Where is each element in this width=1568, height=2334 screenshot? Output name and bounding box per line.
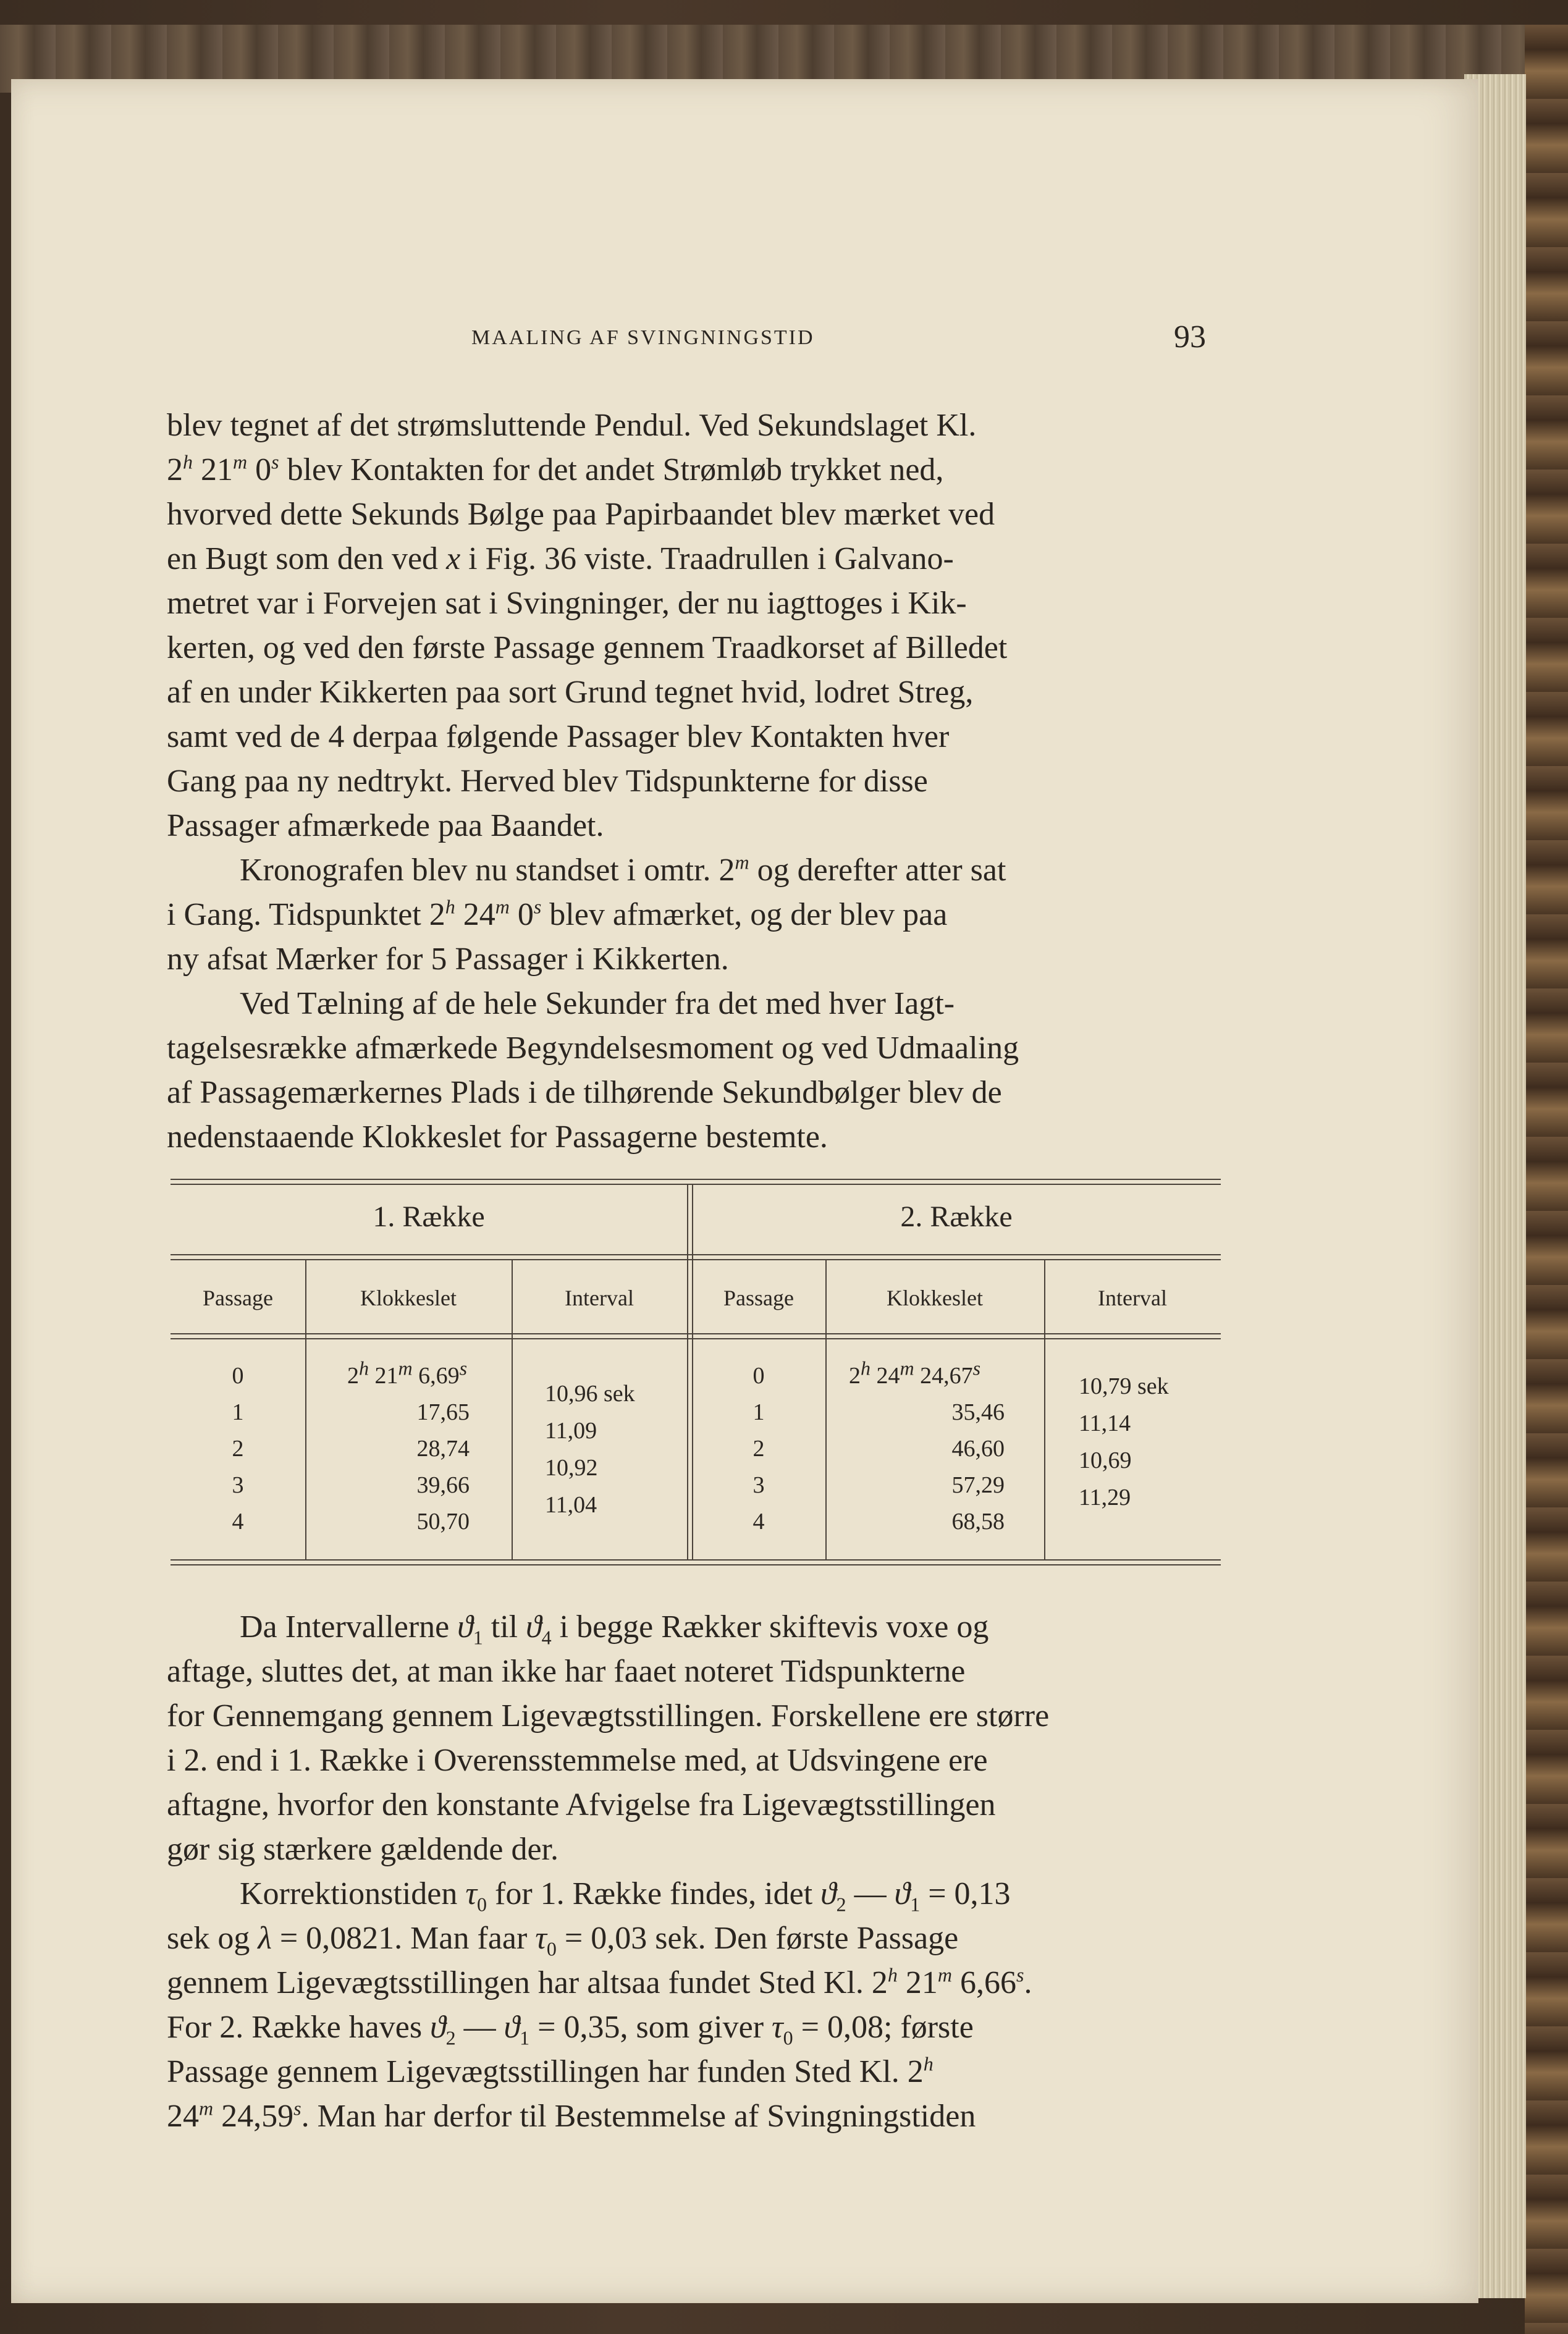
column-header-klokkeslet: Klokkeslet — [887, 1286, 983, 1310]
column-header-passage: Passage — [723, 1286, 794, 1310]
table-cell: 11,09 — [545, 1418, 597, 1444]
text-line: Ved Tælning af de hele Sekunder fra det med hver Iagt- — [240, 986, 955, 1021]
group-header-row-1: 1. Række — [373, 1200, 485, 1233]
table-cell: 0 — [232, 1363, 244, 1389]
text-line: aftagne, hvorfor den konstante Afvigelse fra Ligevægtsstillingen — [167, 1787, 996, 1822]
table-cell: 10,69 — [1079, 1447, 1132, 1473]
table-cell: 3 — [232, 1472, 244, 1498]
table-cell: 57,29 — [951, 1472, 1005, 1498]
klokkeslet-column-2 — [849, 1358, 1010, 1394]
table-cell: 11,29 — [1079, 1485, 1131, 1510]
text-line: gennem Ligevægtsstillingen har altsaa fundet Sted Kl. 2$^h$ 21$^m$ 6,66$^s$. — [167, 1963, 1032, 2000]
group-header-row-2: 2. Række — [900, 1200, 1013, 1233]
table-cell: 10,96 sek — [545, 1381, 635, 1407]
text-line: hvorved dette Sekunds Bølge paa Papirbaandet blev mærket ved — [167, 497, 995, 532]
text-line: 24$^m$ 24,59$^s$. Man har derfor til Bestemmelse af Svingningstiden — [167, 2097, 976, 2134]
table-cell: 2 — [752, 1436, 765, 1462]
text-line: 2$^h$ 21$^m$ 0$^s$ blev Kontakten for det andet Strømløb trykket ned, — [167, 450, 944, 487]
text-line: kerten, og ved den første Passage gennem Traadkorset af Billedet — [167, 630, 1008, 665]
table-cell: 3 — [752, 1472, 765, 1498]
column-header-passage: Passage — [203, 1286, 273, 1310]
page-number: 93 — [1174, 319, 1206, 355]
text-line: Korrektionstiden $\tau_0$ for 1. Række findes, idet $ϑ_2$ — $ϑ_1 = 0,13$ — [240, 1876, 1011, 1916]
table-cell: 4 — [232, 1509, 244, 1535]
column-header-interval: Interval — [565, 1286, 634, 1310]
table-cell: 1 — [752, 1399, 765, 1425]
table-cell: 4 — [752, 1509, 765, 1535]
text-line: Passage gennem Ligevægtsstillingen har funden Sted Kl. 2$^h$ — [167, 2052, 934, 2089]
text-line: af en under Kikkerten paa sort Grund tegnet hvid, lodret Streg, — [167, 675, 974, 710]
text-line: Da Intervallerne $ϑ_1$ til $ϑ_4$ i begge Rækker skiftevis voxe og — [240, 1609, 989, 1649]
table-cell: 1 — [232, 1399, 244, 1425]
table-cell: 10,79 sek — [1079, 1373, 1169, 1399]
text-line: samt ved de 4 derpaa følgende Passager blev Kontakten hver — [167, 719, 950, 754]
table-cell: 11,14 — [1079, 1410, 1131, 1436]
table-cell: 35,46 — [951, 1399, 1005, 1425]
table-cell: 17,65 — [416, 1399, 470, 1425]
table-cell: 2$^h$ 24$^m$ 24,67$^s$ — [849, 1357, 981, 1389]
table-cell: 10,92 — [545, 1455, 598, 1481]
text-line: For 2. Række haves $ϑ_2$ — $ϑ_1 = 0,35$, som giver $\tau_0 = 0,08$; første — [167, 2010, 974, 2049]
klokkeslet-column-1 — [347, 1358, 471, 1394]
text-line: aftage, sluttes det, at man ikke har faaet noteret Tidspunkterne — [167, 1654, 966, 1689]
paragraph-4 — [167, 1605, 1218, 2139]
klokkeslet-values-2 — [825, 1394, 1005, 1540]
text-line: ny afsat Mærker for 5 Passager i Kikkerten. — [167, 942, 729, 977]
text-line: sek og λ = 0,0821. Man faar $\tau_0 = 0,03$ sek. Den første Passage — [167, 1921, 959, 1960]
table-cell: 46,60 — [951, 1436, 1005, 1462]
running-title: MAALING AF SVINGNINGSTID — [471, 326, 815, 349]
text-line: blev tegnet af det strømsluttende Pendul. Ved Sekundslaget Kl. — [167, 408, 977, 443]
table-cell: 2$^h$ 21$^m$ 6,69$^s$ — [347, 1357, 468, 1389]
text-line: metret var i Forvejen sat i Svingninger, der nu iagttoges i Kik- — [167, 586, 967, 621]
text-line: tagelsesrække afmærkede Begyndelsesmoment og ved Udmaaling — [167, 1030, 1019, 1066]
column-header-interval: Interval — [1098, 1286, 1167, 1310]
passage-column-2 — [692, 1358, 825, 1540]
text-line: i Gang. Tidspunktet 2$^h$ 24$^m$ 0$^s$ blev afmærket, og der blev paa — [167, 895, 948, 932]
table-cell: 0 — [752, 1363, 765, 1389]
table-cell: 2 — [232, 1436, 244, 1462]
text-line: for Gennemgang gennem Ligevægtsstillingen. Forskellene ere større — [167, 1698, 1050, 1734]
interval-column-1 — [545, 1375, 681, 1523]
text-line: Kronografen blev nu standset i omtr. 2$^m$ og derefter atter sat — [240, 851, 1006, 888]
paragraph-1 — [167, 403, 1218, 1160]
text-line: af Passagemærkernes Plads i de tilhørende Sekundbølger blev de — [167, 1075, 1002, 1110]
table-cell: 28,74 — [416, 1436, 470, 1462]
table-cell: 50,70 — [416, 1509, 470, 1535]
klokkeslet-values-1 — [305, 1394, 470, 1540]
marbled-edge — [1525, 25, 1568, 2334]
table-cell: 11,04 — [545, 1492, 597, 1518]
text-line: gør sig stærkere gældende der. — [167, 1832, 558, 1867]
text-line: Gang paa ny nedtrykt. Herved blev Tidspunkterne for disse — [167, 764, 928, 799]
passage-table — [171, 1179, 1221, 1568]
table-cell: 39,66 — [416, 1472, 470, 1498]
interval-column-2 — [1079, 1368, 1215, 1516]
text-line: i 2. end i 1. Række i Overensstemmelse med, at Udsvingene ere — [167, 1743, 988, 1778]
passage-column-1 — [171, 1358, 305, 1540]
text-line: Passager afmærkede paa Baandet. — [167, 808, 604, 843]
text-line: en Bugt som den ved x i Fig. 36 viste. Traadrullen i Galvano- — [167, 541, 954, 576]
table-cell: 68,58 — [951, 1509, 1005, 1535]
book-page — [11, 79, 1478, 2303]
text-line: nedenstaaende Klokkeslet for Passagerne bestemte. — [167, 1119, 828, 1155]
column-header-klokkeslet: Klokkeslet — [360, 1286, 457, 1310]
